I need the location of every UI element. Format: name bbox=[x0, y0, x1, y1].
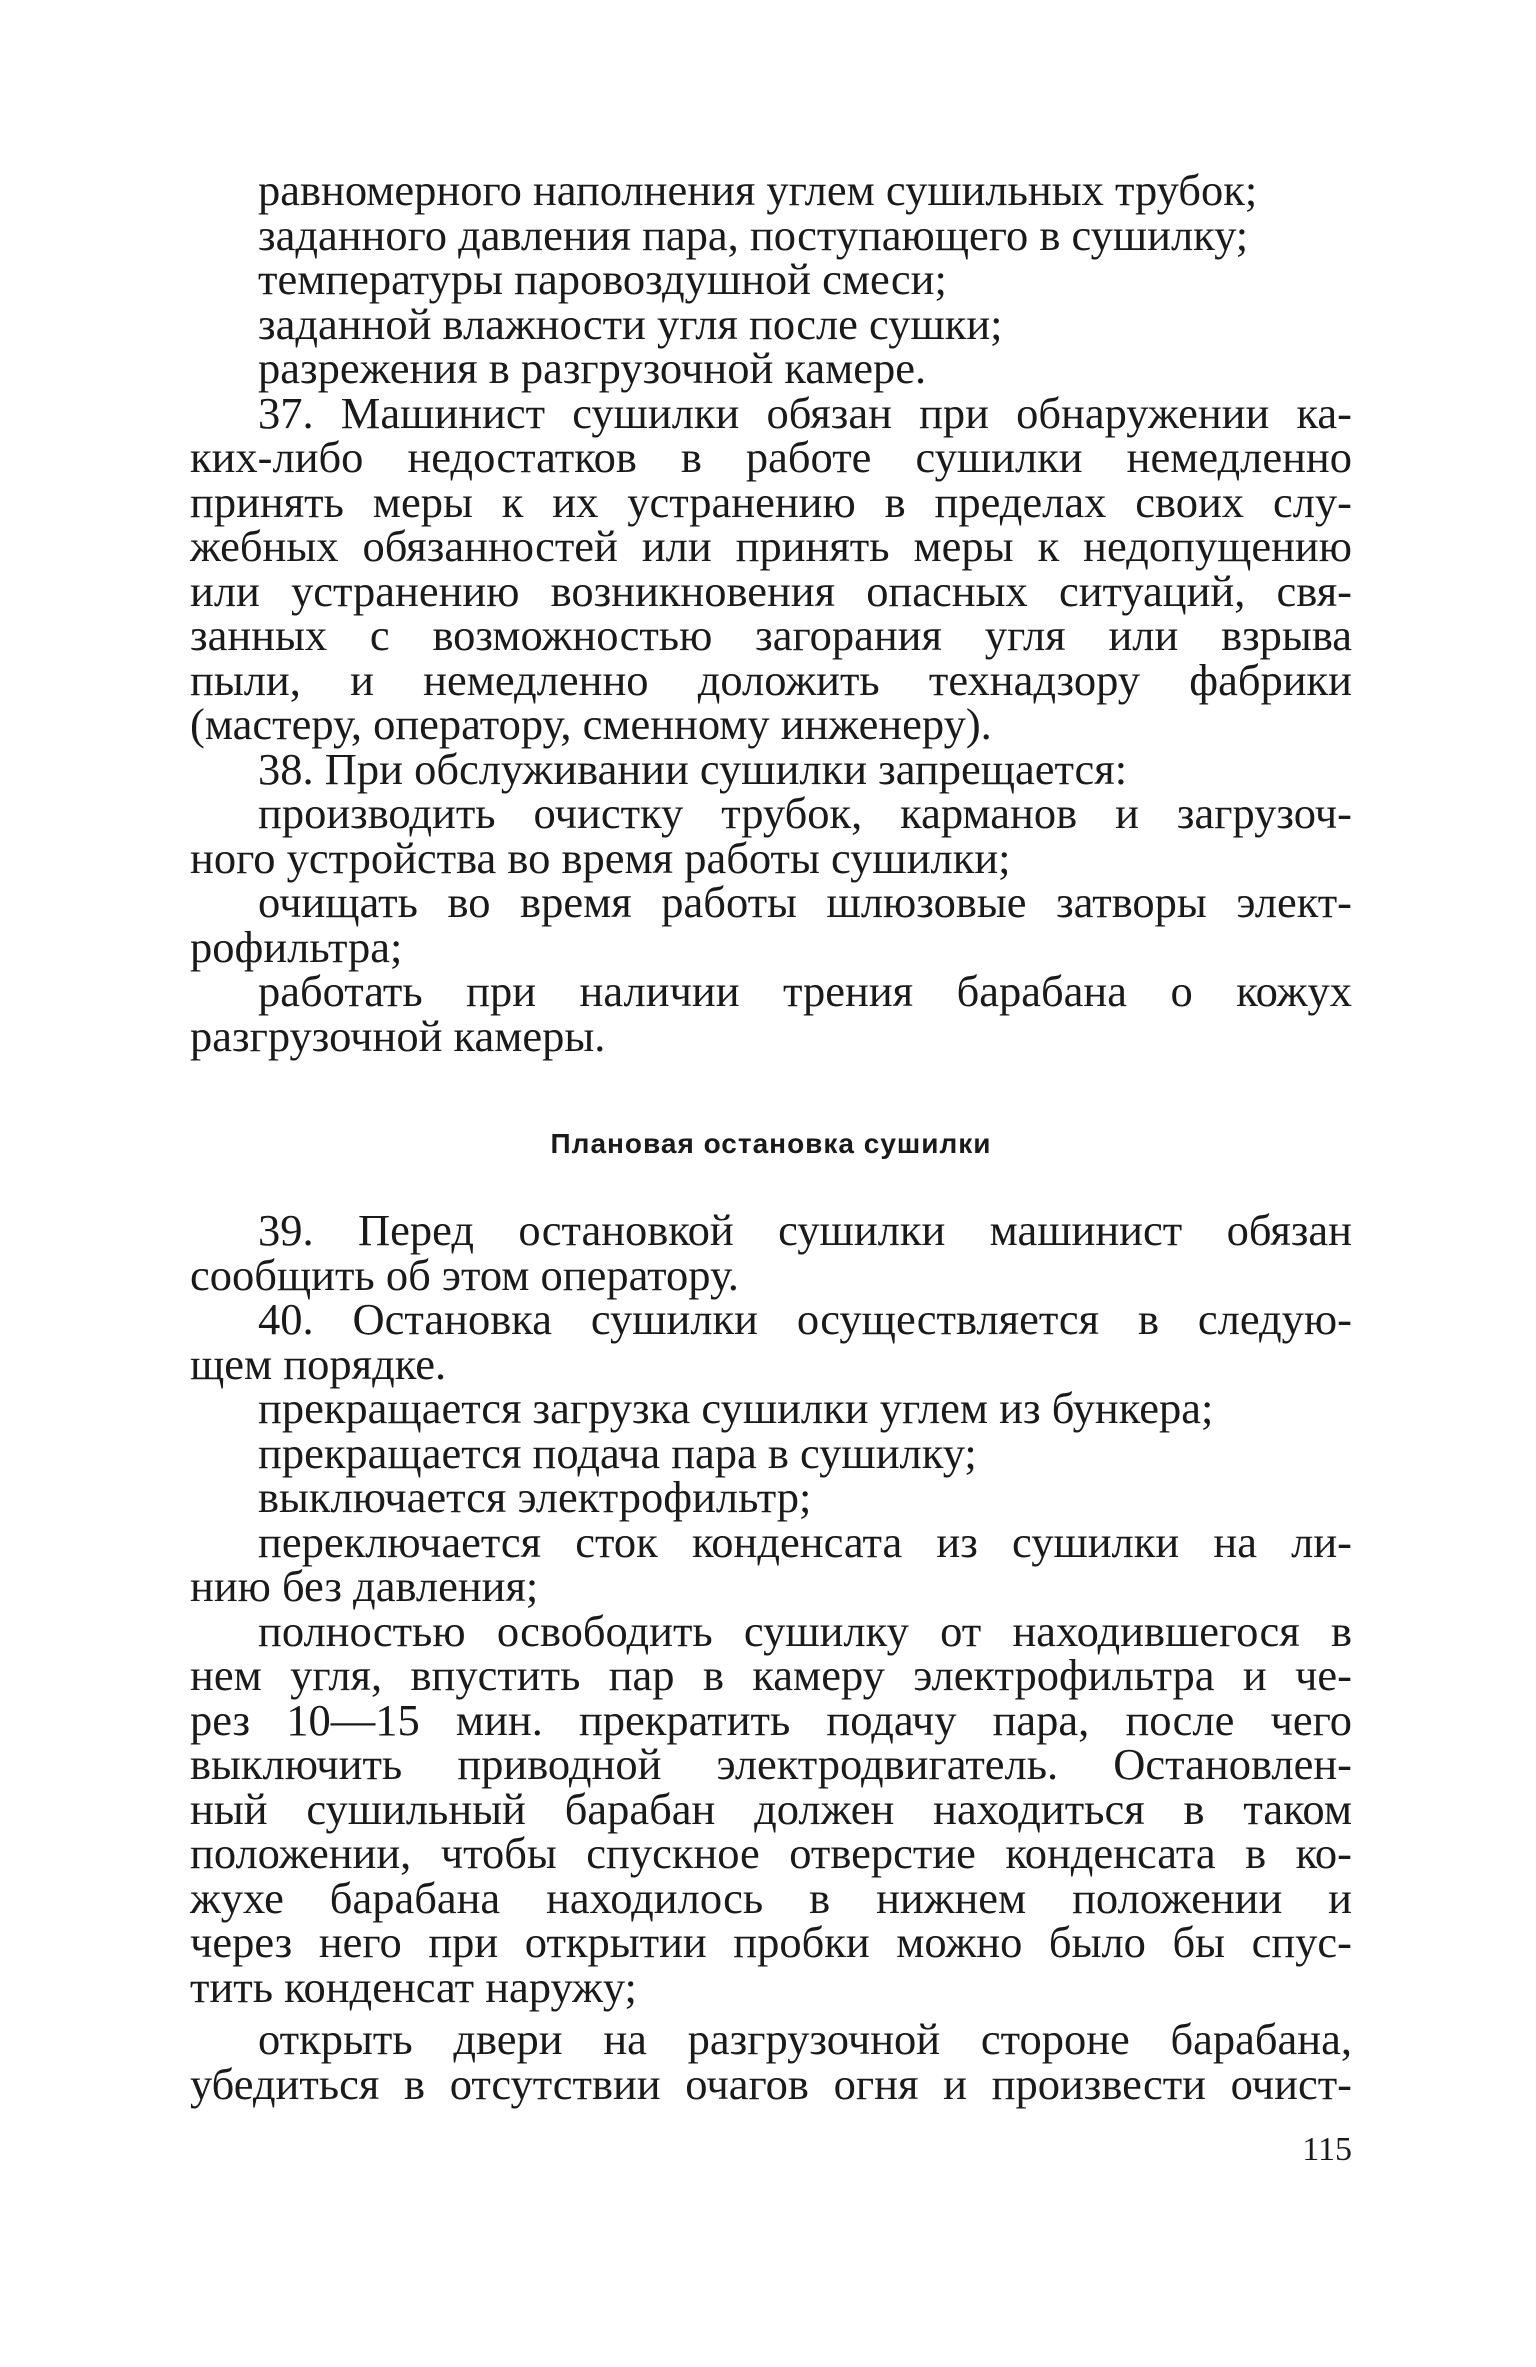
list-item: рез 10—15 мин. прекратить подачу пара, после чего bbox=[190, 1694, 1352, 1745]
list-item: полностью освободить сушилку от находившегося в bbox=[258, 1605, 1352, 1656]
list-item: равномерного наполнения углем сушильных трубок; bbox=[258, 165, 1258, 215]
list-item: ный сушильный барабан должен находиться в таком bbox=[190, 1783, 1352, 1834]
page-number: 115 bbox=[1302, 2131, 1352, 2168]
list-item: нию без давления; bbox=[190, 1561, 539, 1611]
text-line: пыли, и немедленно доложить технадзору фабрики bbox=[190, 654, 1352, 705]
paragraph-40 bbox=[190, 1294, 1352, 2109]
paragraph-38 bbox=[190, 743, 1352, 1061]
list-item: нем угля, впустить пар в камеру электрофильтра и че- bbox=[190, 1650, 1352, 1700]
list-item: положении, чтобы спускное отверстие конденсата в ко- bbox=[190, 1828, 1352, 1878]
list-item: через него при открытии пробки можно было бы спус- bbox=[190, 1917, 1352, 1967]
text-line: ких-либо недостатков в работе сушилки немедленно bbox=[190, 432, 1352, 482]
paragraph-39 bbox=[190, 1205, 1352, 1300]
paragraph-37 bbox=[190, 387, 1352, 749]
text-line: 39. Перед остановкой сушилки машинист обязан bbox=[258, 1205, 1352, 1255]
list-item: жухе барабана находилось в нижнем положении и bbox=[190, 1872, 1352, 1923]
list-item: убедиться в отсутствии очагов огня и произвести очист- bbox=[190, 2058, 1352, 2109]
text-line: принять меры к их устранению в пределах своих слу- bbox=[190, 476, 1352, 527]
list-item: рофильтра; bbox=[190, 921, 403, 972]
section-heading: Плановая остановка сушилки bbox=[550, 1128, 992, 1159]
list-item: выключить приводной электродвигатель. Остановлен- bbox=[190, 1739, 1352, 1789]
list-item: выключается электрофильтр; bbox=[258, 1472, 812, 1522]
text-line: жебных обязанностей или принять меры к недопущению bbox=[190, 521, 1352, 571]
list-item: заданной влажности угля после сушки; bbox=[258, 298, 1003, 349]
list-item: заданного давления пара, поступающего в сушилку; bbox=[258, 209, 1249, 260]
text-line: занных с возможностью загорания угля или взрыва bbox=[190, 610, 1352, 660]
list-item: температуры паровоздушной смеси; bbox=[258, 254, 947, 304]
list-item: производить очистку трубок, карманов и загрузоч- bbox=[258, 788, 1352, 838]
list-item: переключается сток конденсата из сушилки на ли- bbox=[258, 1516, 1352, 1567]
list-item: открыть двери на разгрузочной стороне барабана, bbox=[258, 2014, 1352, 2064]
text-line: или устранению возникновения опасных ситуаций, свя- bbox=[190, 565, 1352, 616]
list-item: прекращается загрузка сушилки углем из бункера; bbox=[258, 1383, 1214, 1433]
list-item: тить конденсат наружу; bbox=[190, 1961, 637, 2012]
list-item: ного устройства во время работы сушилки; bbox=[190, 832, 1011, 883]
list-item: разрежения в разгрузочной камере. bbox=[258, 343, 927, 393]
text-line: 37. Машинист сушилки обязан при обнаружении ка- bbox=[258, 387, 1352, 438]
monitoring-list bbox=[190, 165, 1352, 393]
text-line: сообщить об этом оператору. bbox=[190, 1249, 739, 1300]
list-item: работать при наличии трения барабана о кожух bbox=[258, 966, 1352, 1016]
list-item: очищать во время работы шлюзовые затворы элект- bbox=[258, 877, 1352, 927]
text-line: щем порядке. bbox=[190, 1338, 447, 1389]
text-line: 40. Остановка сушилки осуществляется в следую- bbox=[258, 1294, 1352, 1344]
text-line: (мастеру, оператору, сменному инженеру). bbox=[190, 699, 992, 749]
list-item: прекращается подача пара в сушилку; bbox=[258, 1427, 977, 1478]
list-item: разгрузочной камеры. bbox=[190, 1010, 606, 1061]
text-line: 38. При обслуживании сушилки запрещается: bbox=[258, 743, 1128, 794]
page-body bbox=[190, 165, 1352, 2109]
